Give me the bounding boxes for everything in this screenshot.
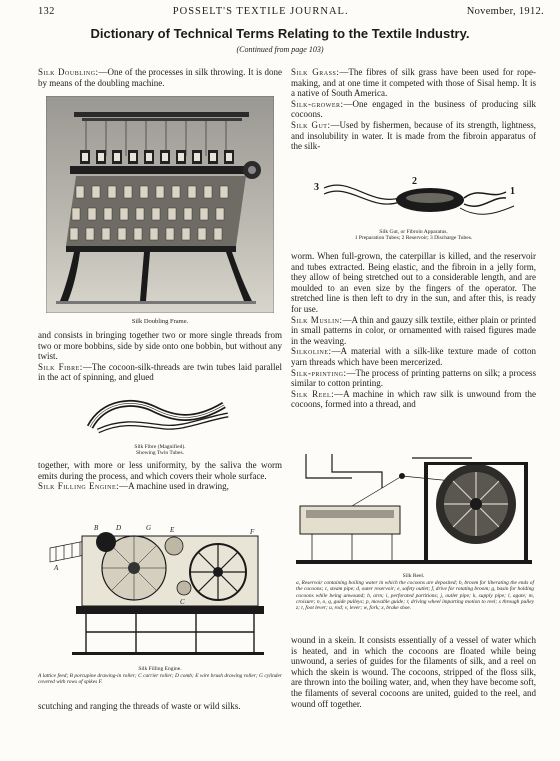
filling-engine-caption-title: Silk Filling Engine. [138,666,182,672]
definition-silk-filling-engine: —A machine used in drawing, [119,481,229,492]
entry-silk-fibre-cont [38,460,282,492]
article-title: Dictionary of Technical Terms Relating to the Textile Industry. [90,26,470,41]
gut-label-1: 1 [510,186,515,197]
definition-silk-doubling: —One of the processes in silk throwing. It is done by means of the doubling machine. [38,67,282,88]
engine-label-d: D [116,524,122,532]
silk-fibre-caption [38,444,282,457]
silk-fibre-caption-title: Silk Fibre (Magnified). [134,444,186,450]
engine-label-b: B [94,524,99,532]
doubling-continued: and consists in bringing together two or more single threads from two or more bobbins, side by side onto one bobbin, but without any twist. [38,330,282,362]
term-silk-printing: Silk-printing: [291,367,347,378]
gut-label-3: 3 [314,182,319,193]
silk-reel-illustration [292,448,536,570]
silk-gut-caption-sub: 1 Preparation Tubes; 2 Reservoir; 3 Discharge Tubes. [354,235,473,242]
term-silk-gut: Silk Gut: [291,119,331,130]
doubling-frame-caption: Silk Doubling Frame. [131,318,189,325]
definition-silk-printing: —The process of printing patterns on silk; a process similar to cotton printing. [291,367,536,389]
silk-reel-caption-legend: a, Reservoir containing boiling water in which the cocoons are deposited; b, broom for liberating the ends of the cocoons; c, steam pipe; d, outer reservoir; e, safety outlet; f, drive for rotating broom; g, basin for holding cocoons while being unwound; h, arm; i, perforated partitions; j, outlet pipe; k, supply pipe; l, agate; m, croisure; n, o, q, guide pulleys; p, movable guide; r, driving wheel imparting motion to reel; s through pulley z; t, foot lever; u, rod; v, lever; w, fork; x, brake shoe. [296,580,534,612]
engine-label-f: F [250,528,255,536]
definition-silk-muslin: —A thin and gauzy silk textile, either plain or printed in small patterns in color, or ornamented with raised figures made in the weaving. [291,314,536,346]
entry-silk-doubling-cont [38,330,282,383]
engine-label-e: E [170,526,175,534]
running-head [38,6,544,17]
filling-engine-caption-legend: A lattice feed; B porcupine drawing-in roller; C carrier roller; D comb; E wire brush drawing roller; G cylinder covered with rows of spikes F. [38,673,282,686]
engine-label-a: A [54,564,59,572]
filling-continued: scutching and ranging the threads of waste or wild silks. [38,701,241,711]
filling-engine-illustration [46,508,274,660]
silk-fibre-illustration [84,393,234,437]
issue-date: November, 1912. [466,6,544,17]
definition-silk-grass: —The fibres of silk grass have been used for rope-making, and at one time it competed with those of Sisal hemp. It is a native of South America. [291,67,536,99]
right-column-top [291,67,536,152]
entry-silk-doubling [38,67,282,88]
definition-silk-grower: —One engaged in the business of producing silk cocoons. [291,98,536,120]
journal-title: POSSELT'S TEXTILE JOURNAL. [172,6,349,17]
doubling-frame-photo [46,96,274,313]
gut-label-2: 2 [412,176,417,187]
term-silkoline: Silkoline: [291,346,332,357]
gut-continued: worm. When full-grown, the caterpillar is killed, and the reservoir and tubes extracted. Being elastic, and the fibroin in a jelly form, they allow of being stretched out to a considerable length, and are moulded to an even size by the fingers of the operator. The stretched line is then left to dry in the sun, and after this, is ready for use. [291,251,536,314]
term-silk-fibre: Silk Fibre: [38,361,83,372]
definition-silk-fibre: —The cocoon-silk-threads are twin tubes laid parallel in the act of spinning, and glued [38,361,282,383]
term-silk-grass: Silk Grass: [291,67,340,77]
engine-label-g: G [146,524,152,532]
definition-silkoline: —A material with a silk-like texture made of cotton yarn threads which have been mercerized. [291,346,536,367]
term-silk-doubling: Silk Doubling: [38,67,99,77]
page-number: 132 [38,6,55,17]
engine-label-c: C [180,598,185,606]
term-silk-muslin: Silk Muslin: [291,314,343,325]
continued-note: (Continued from page 103) [236,45,324,54]
silk-gut-caption [291,229,536,242]
silk-reel-caption-title: Silk Reel. [402,573,425,579]
term-silk-reel: Silk Reel: [291,388,335,399]
silk-gut-illustration [310,172,520,224]
right-column-middle [291,251,536,410]
reel-continued: wound in a skein. It consists essentially of a vessel of water which is heated, and in which the cocoons are floated while being unwound, a series of guides for the filaments of silk, and a reel on which the skein is wound. The cocoons, stripped of the floss silk, are thrown into the boiling water, and, when they have become soft, the filaments of several cocoons are united, guided to the reel, and wound off together. [291,635,536,709]
definition-silk-gut: —Used by fishermen, because of its strength, lightness, and insolubility in water. It is made from the fibroin apparatus of the silk- [291,119,537,152]
term-silk-grower: Silk-grower: [291,98,344,109]
silk-gut-caption-title: Silk Gut, or Fibroin Apparatus. [379,229,448,235]
silk-fibre-caption-sub: Showing Twin Tubes. [136,450,184,457]
fibre-continued: together, with more or less uniformity, by the saliva the worm emits during the process, and which covers their whole surface. [38,460,282,481]
definition-silk-reel: —A machine in which raw silk is unwound from the cocoons, formed into a thread, and [291,388,536,410]
term-silk-filling-engine: Silk Filling Engine: [38,481,120,492]
